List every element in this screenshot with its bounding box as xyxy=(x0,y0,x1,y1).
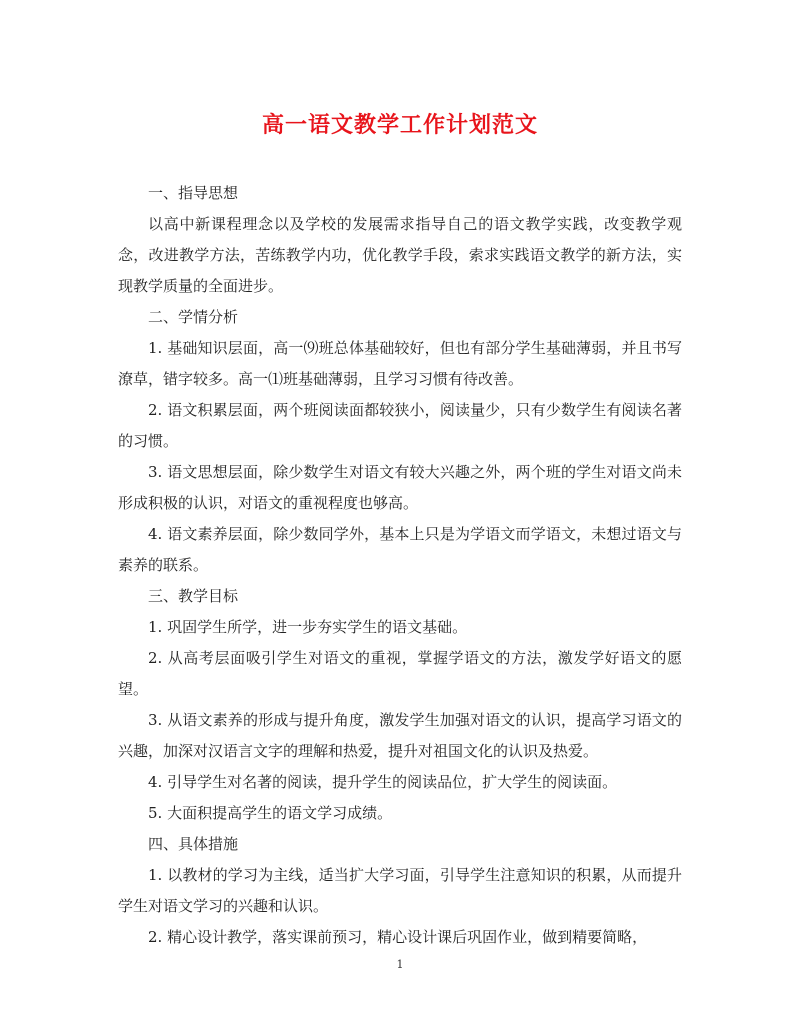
paragraph-measure-1: 1. 以教材的学习为主线，适当扩大学习面，引导学生注意知识的积累，从而提升学生对语文学习的兴趣和认识。 xyxy=(118,866,682,915)
paragraph-guiding-ideology: 以高中新课程理念以及学校的发展需求指导自己的语文教学实践，改变教学观念，改进教学方法，苦练教学内功，优化教学手段，索求实践语文教学的新方法，实现教学质量的全面进步。 xyxy=(118,215,682,295)
paragraph-goal-3: 3. 从语文素养的形成与提升角度，激发学生加强对语文的认识，提高学习语文的兴趣，加深对汉语言文字的理解和热爱，提升对祖国文化的认识及热爱。 xyxy=(118,711,682,760)
paragraph-goal-4: 4. 引导学生对名著的阅读，提升学生的阅读品位，扩大学生的阅读面。 xyxy=(148,773,618,791)
paragraph-analysis-2: 2. 语文积累层面，两个班阅读面都较狭小，阅读量少，只有少数学生有阅读名著的习惯。 xyxy=(118,401,682,450)
paragraph-goal-5: 5. 大面积提高学生的语文学习成绩。 xyxy=(148,804,393,822)
page-number: 1 xyxy=(396,958,404,971)
paragraph-measure-2: 2. 精心设计教学，落实课前预习，精心设计课后巩固作业，做到精要简略， xyxy=(148,928,648,946)
document-title: 高一语文教学工作计划范文 xyxy=(261,112,538,138)
paragraph-analysis-3: 3. 语文思想层面，除少数学生对语文有较大兴趣之外，两个班的学生对语文尚未形成积极的认识，对语文的重视程度也够高。 xyxy=(118,463,682,512)
heading-specific-measures: 四、具体措施 xyxy=(148,835,239,853)
paragraph-analysis-1: 1. 基础知识层面，高一⑼班总体基础较好，但也有部分学生基础薄弱，并且书写潦草，错字较多。高一⑴班基础薄弱，且学习习惯有待改善。 xyxy=(118,339,682,388)
heading-guiding-ideology: 一、指导思想 xyxy=(148,184,239,202)
paragraph-goal-2: 2. 从高考层面吸引学生对语文的重视，掌握学语文的方法，激发学好语文的愿望。 xyxy=(118,649,682,698)
heading-student-analysis: 二、学情分析 xyxy=(148,308,239,326)
paragraph-analysis-4: 4. 语文素养层面，除少数同学外，基本上只是为学语文而学语文，未想过语文与素养的联系。 xyxy=(118,525,682,574)
heading-teaching-goals: 三、教学目标 xyxy=(148,587,239,605)
paragraph-goal-1: 1. 巩固学生所学，进一步夯实学生的语文基础。 xyxy=(148,618,468,636)
document-body xyxy=(118,178,682,953)
